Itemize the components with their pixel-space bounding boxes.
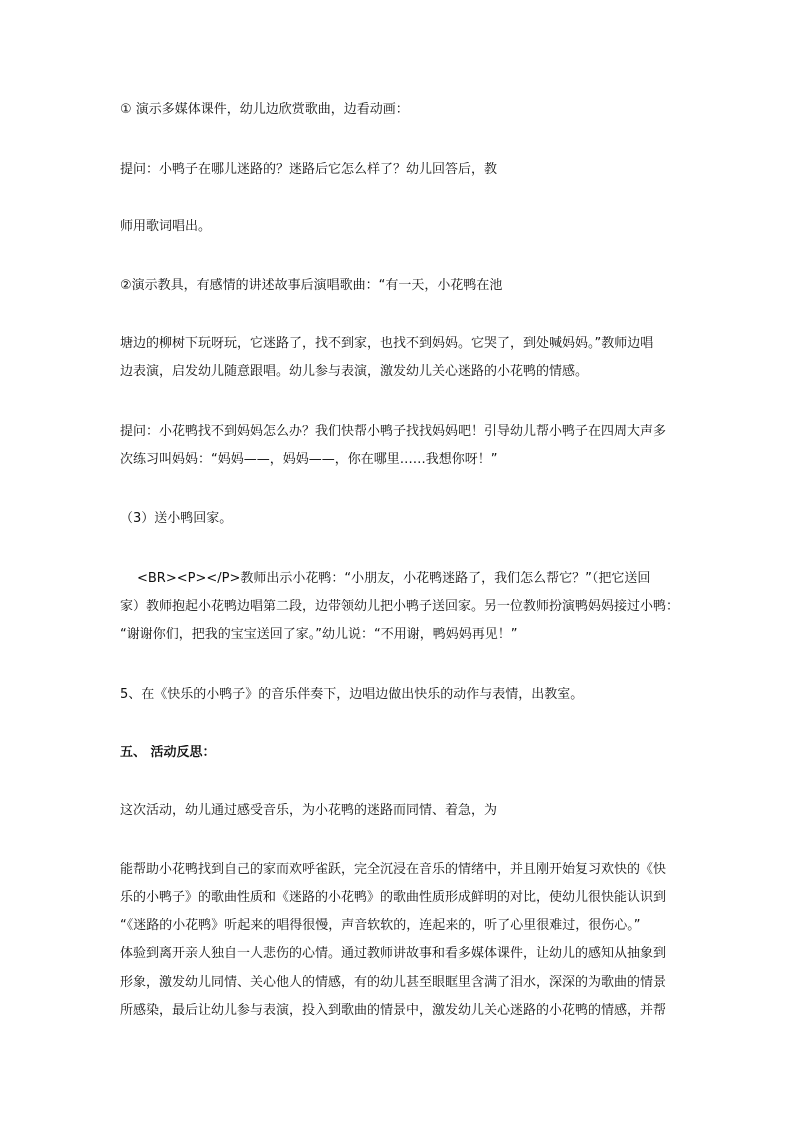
paragraph-reflection-line-1: 能帮助小花鸭找到自己的家而欢呼雀跃，完全沉浸在音乐的情绪中，并且刚开始复习欢快的《快 (120, 862, 667, 877)
paragraph-reflection-line-5: 形象，激发幼儿同情、关心他人的情感，有的幼儿甚至眼眶里含满了泪水，深深的为歌曲的情景 (120, 975, 667, 990)
paragraph-question-2-line-2: 次练习叫妈妈：“妈妈——，妈妈——，你在哪里……我想你呀！” (120, 452, 498, 467)
paragraph-reflection-line-4: 体验到离开亲人独自一人悲伤的心情。通过教师讲故事和看多媒体课件，让幼儿的感知从抽象到 (120, 946, 667, 961)
paragraph-question-2-line-1: 提问：小花鸭找不到妈妈怎么办？我们快帮小鸭子找找妈妈吧！引导幼儿帮小鸭子在四周大声多 (120, 424, 667, 439)
paragraph-step-2: ②演示教具，有感情的讲述故事后演唱歌曲：“有一天，小花鸭在池 (120, 278, 503, 293)
paragraph-story-line-1: 塘边的柳树下玩呀玩，它迷路了，找不到家，也找不到妈妈。它哭了，到处喊妈妈。”教师边唱 (120, 336, 654, 351)
paragraph-send-home-line-3: “谢谢你们，把我的宝宝送回了家。”幼儿说：“不用谢，鸭妈妈再见！” (120, 627, 518, 642)
paragraph-story-line-2: 边表演，启发幼儿随意跟唱。幼儿参与表演，激发幼儿关心迷路的小花鸭的情感。 (120, 364, 589, 379)
paragraph-send-home-line-1: <BR><P></P>教师出示小花鸭：“小朋友，小花鸭迷路了，我们怎么帮它？”（把它送回 (137, 571, 651, 586)
section-heading-reflection: 五、 活动反思： (120, 745, 216, 760)
paragraph-step-1: ① 演示多媒体课件，幼儿边欣赏歌曲，边看动画： (120, 102, 409, 117)
paragraph-question-1-cont: 师用歌词唱出。 (120, 219, 212, 234)
paragraph-reflection-line-3: “《迷路的小花鸭》听起来的唱得很慢，声音软软的，连起来的，听了心里很难过，很伤心。” (120, 918, 641, 933)
paragraph-reflection-line-6: 所感染，最后让幼儿参与表演，投入到歌曲的情景中，激发幼儿关心迷路的小花鸭的情感，并帮 (120, 1003, 667, 1018)
paragraph-step-5: 5、在《快乐的小鸭子》的音乐伴奏下，边唱边做出快乐的动作与表情，出教室。 (120, 687, 584, 702)
paragraph-reflection-line-2: 乐的小鸭子》的歌曲性质和《迷路的小花鸭》的歌曲性质形成鲜明的对比，使幼儿很快能认识到 (120, 890, 667, 905)
paragraph-send-home-line-2: 家）教师抱起小花鸭边唱第二段，边带领幼儿把小鸭子送回家。另一位教师扮演鸭妈妈接过小鸭： (120, 599, 680, 614)
paragraph-reflection-intro: 这次活动，幼儿通过感受音乐，为小花鸭的迷路而同情、着急，为 (120, 803, 498, 818)
paragraph-question-1: 提问：小鸭子在哪儿迷路的？迷路后它怎么样了？幼儿回答后，教 (120, 162, 498, 177)
paragraph-section-3: （3）送小鸭回家。 (120, 511, 233, 526)
